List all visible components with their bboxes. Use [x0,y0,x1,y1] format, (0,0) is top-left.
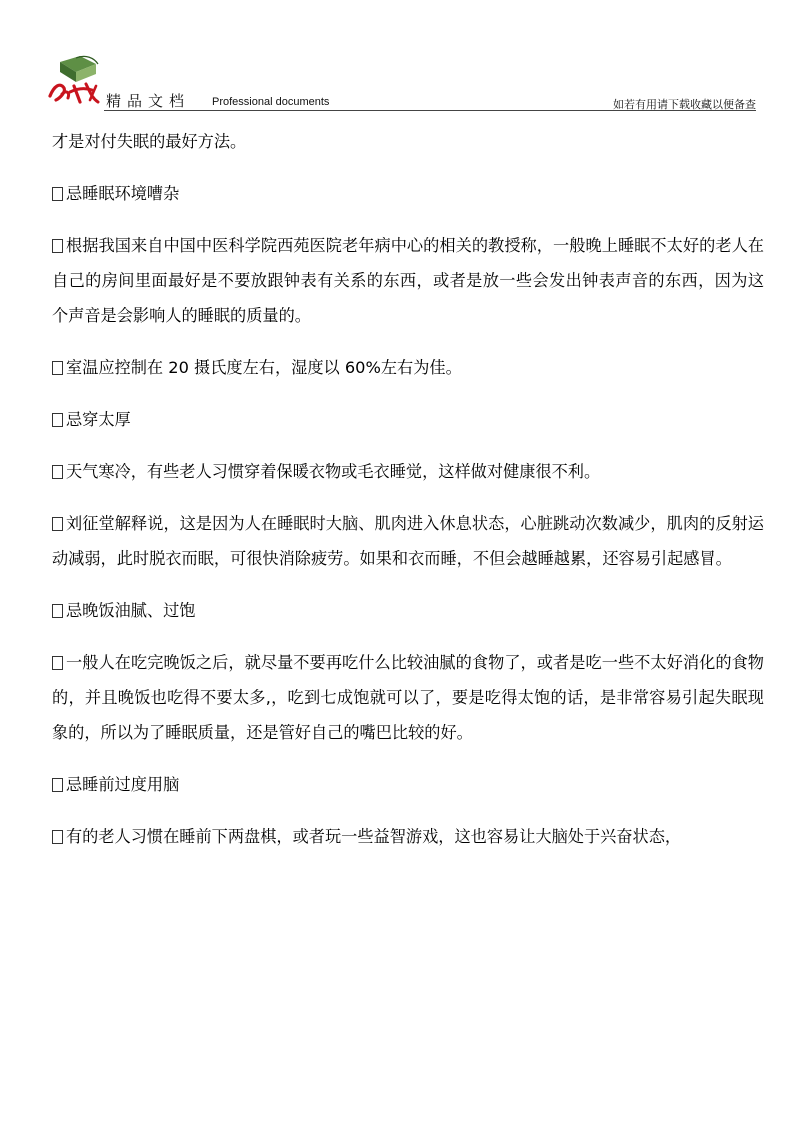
checkbox-glyph-icon [52,187,63,201]
checkbox-glyph-icon [52,361,63,375]
checkbox-glyph-icon [52,465,63,479]
paragraph: 天气寒冷，有些老人习惯穿着保暖衣物或毛衣睡觉，这样做对健康很不利。 [52,454,764,489]
section-heading: 忌睡眠环境嘈杂 [52,176,764,211]
paragraph: 有的老人习惯在睡前下两盘棋，或者玩一些益智游戏，这也容易让大脑处于兴奋状态， [52,819,764,854]
paragraph: 室温应控制在 20 摄氏度左右，湿度以 60%左右为佳。 [52,350,764,385]
header-note: 如若有用请下载收藏以便备查 [613,98,756,111]
paragraph: 一般人在吃完晚饭之后，就尽量不要再吃什么比较油腻的食物了，或者是吃一些不太好消化的食物的，并且晚饭也吃得不要太多,，吃到七成饱就可以了，要是吃得太饱的话，是非常容易引起失眠现象的，所以为了睡眠质量，还是管好自己的嘴巴比较的好。 [52,653,764,742]
checkbox-glyph-icon [52,778,63,792]
paragraph: 根据我国来自中国中医科学院西苑医院老年病中心的相关的教授称，一般晚上睡眠不太好的老人在自己的房间里面最好是不要放跟钟表有关系的东西，或者是放一些会发出钟表声音的东西，因为这个声音是会影响人的睡眠的质量的。 [52,236,764,325]
book-logo-icon [46,52,106,108]
checkbox-glyph-icon [52,604,63,618]
paragraph: 才是对付失眠的最好方法。 [52,132,247,151]
section-heading: 忌晚饭油腻、过饱 [52,593,764,628]
header-title: 精品文档 [106,92,191,110]
section-heading: 忌穿太厚 [52,402,764,437]
checkbox-glyph-icon [52,517,63,531]
checkbox-glyph-icon [52,830,63,844]
header-subtitle: Professional documents [212,96,330,108]
checkbox-glyph-icon [52,413,63,427]
page-header [46,52,756,112]
document-body [52,124,764,871]
header-divider [104,110,756,111]
checkbox-glyph-icon [52,656,63,670]
checkbox-glyph-icon [52,239,63,253]
section-heading: 忌睡前过度用脑 [52,767,764,802]
paragraph: 刘征堂解释说，这是因为人在睡眠时大脑、肌肉进入休息状态，心脏跳动次数减少，肌肉的反射运动减弱，此时脱衣而眠，可很快消除疲劳。如果和衣而睡，不但会越睡越累，还容易引起感冒。 [52,514,764,568]
